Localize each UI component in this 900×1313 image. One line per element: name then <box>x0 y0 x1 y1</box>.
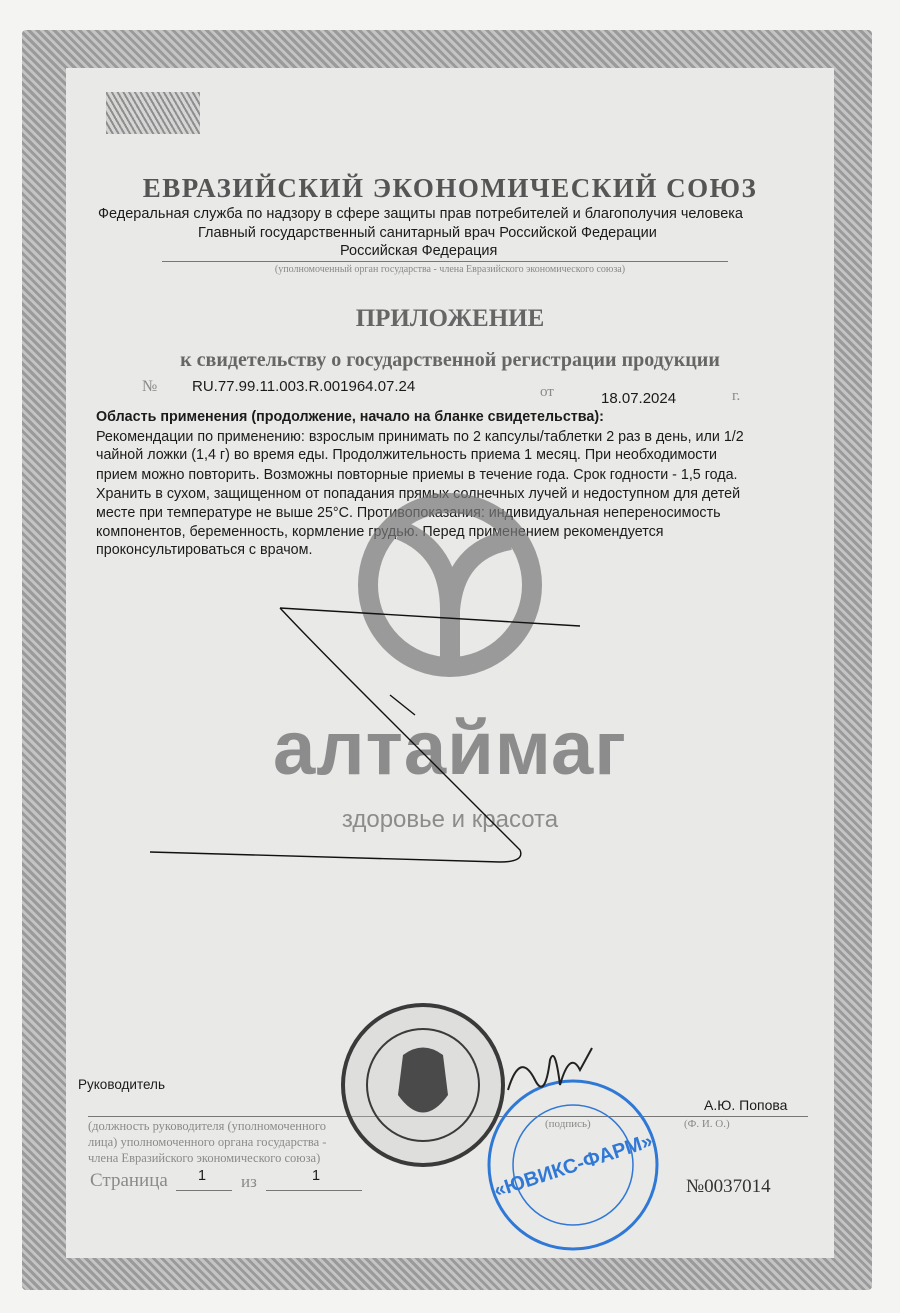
head-signature <box>500 1040 600 1110</box>
document-title: ПРИЛОЖЕНИЕ <box>355 305 545 332</box>
authority-line-1: Федеральная служба по надзору в сфере защиты прав потребителей и благополучия человека <box>98 206 743 222</box>
authority-caption: (уполномоченный орган государства - члена Евразийского экономического союза) <box>274 264 626 275</box>
page-current-line <box>176 1190 232 1191</box>
page-current: 1 <box>198 1168 207 1184</box>
security-ornament <box>106 92 200 134</box>
body-line: Рекомендации по применению: взрослым принимать по 2 капсулы/таблетки 2 раз в день, или 1/2 <box>96 429 744 445</box>
caption-line: лица) уполномоченного органа государства - <box>88 1135 327 1149</box>
page-total: 1 <box>312 1168 321 1184</box>
body-line: Хранить в сухом, защищенном от попадания прямых солнечных лучей и недоступном для детей <box>96 486 741 502</box>
caption-line: члена Евразийского экономического союза) <box>88 1151 321 1165</box>
body-line: прием можно повторить. Возможны повторные приемы в течение года. Срок годности - 1,5 года. <box>96 467 738 483</box>
position-caption <box>88 1118 326 1166</box>
official-seal-stamp <box>338 1000 508 1170</box>
caption-line: (должность руководителя (уполномоченного <box>88 1119 326 1133</box>
scope-heading: Область применения (продолжение, начало на бланке свидетельства): <box>96 409 604 425</box>
date-label: от <box>540 384 554 400</box>
form-number: №0037014 <box>686 1176 771 1197</box>
page-of-label: из <box>241 1172 257 1191</box>
head-name: А.Ю. Попова <box>704 1097 788 1113</box>
page-label: Страница <box>90 1170 168 1191</box>
authority-line-2: Главный государственный санитарный врач Российской Федерации <box>198 225 657 241</box>
union-title: ЕВРАЗИЙСКИЙ ЭКОНОМИЧЕСКИЙ СОЮЗ <box>142 173 758 203</box>
registration-date: 18.07.2024 <box>601 390 677 407</box>
body-line: месте при температуре не выше 25°С. Противопоказания: индивидуальная непереносимость <box>96 505 721 521</box>
company-name: «ЮВИКС-ФАРМ» <box>491 1129 656 1202</box>
signature-caption: (подпись) <box>545 1118 591 1130</box>
page-total-line <box>266 1190 362 1191</box>
number-label: № <box>142 378 158 395</box>
watermark-tagline: здоровье и красота <box>341 806 559 833</box>
body-line: чайной ложки (1,4 г) во время еды. Продолжительность приема 1 месяц. При необходимости <box>96 447 717 463</box>
handwritten-signature <box>140 600 590 870</box>
registration-number: RU.77.99.11.003.R.001964.07.24 <box>192 378 416 395</box>
year-suffix: г. <box>732 388 741 404</box>
body-line: проконсультироваться с врачом. <box>96 542 313 558</box>
authority-line-3: Российская Федерация <box>340 243 498 259</box>
name-caption: (Ф. И. О.) <box>684 1118 730 1130</box>
watermark-brand: алтаймаг <box>273 706 627 791</box>
body-line: компонентов, беременность, кормление грудью. Перед применением рекомендуется <box>96 524 664 540</box>
document-subtitle: к свидетельству о государственной регистрации продукции <box>180 349 720 371</box>
authority-underline <box>162 261 728 262</box>
head-label: Руководитель <box>78 1077 165 1092</box>
